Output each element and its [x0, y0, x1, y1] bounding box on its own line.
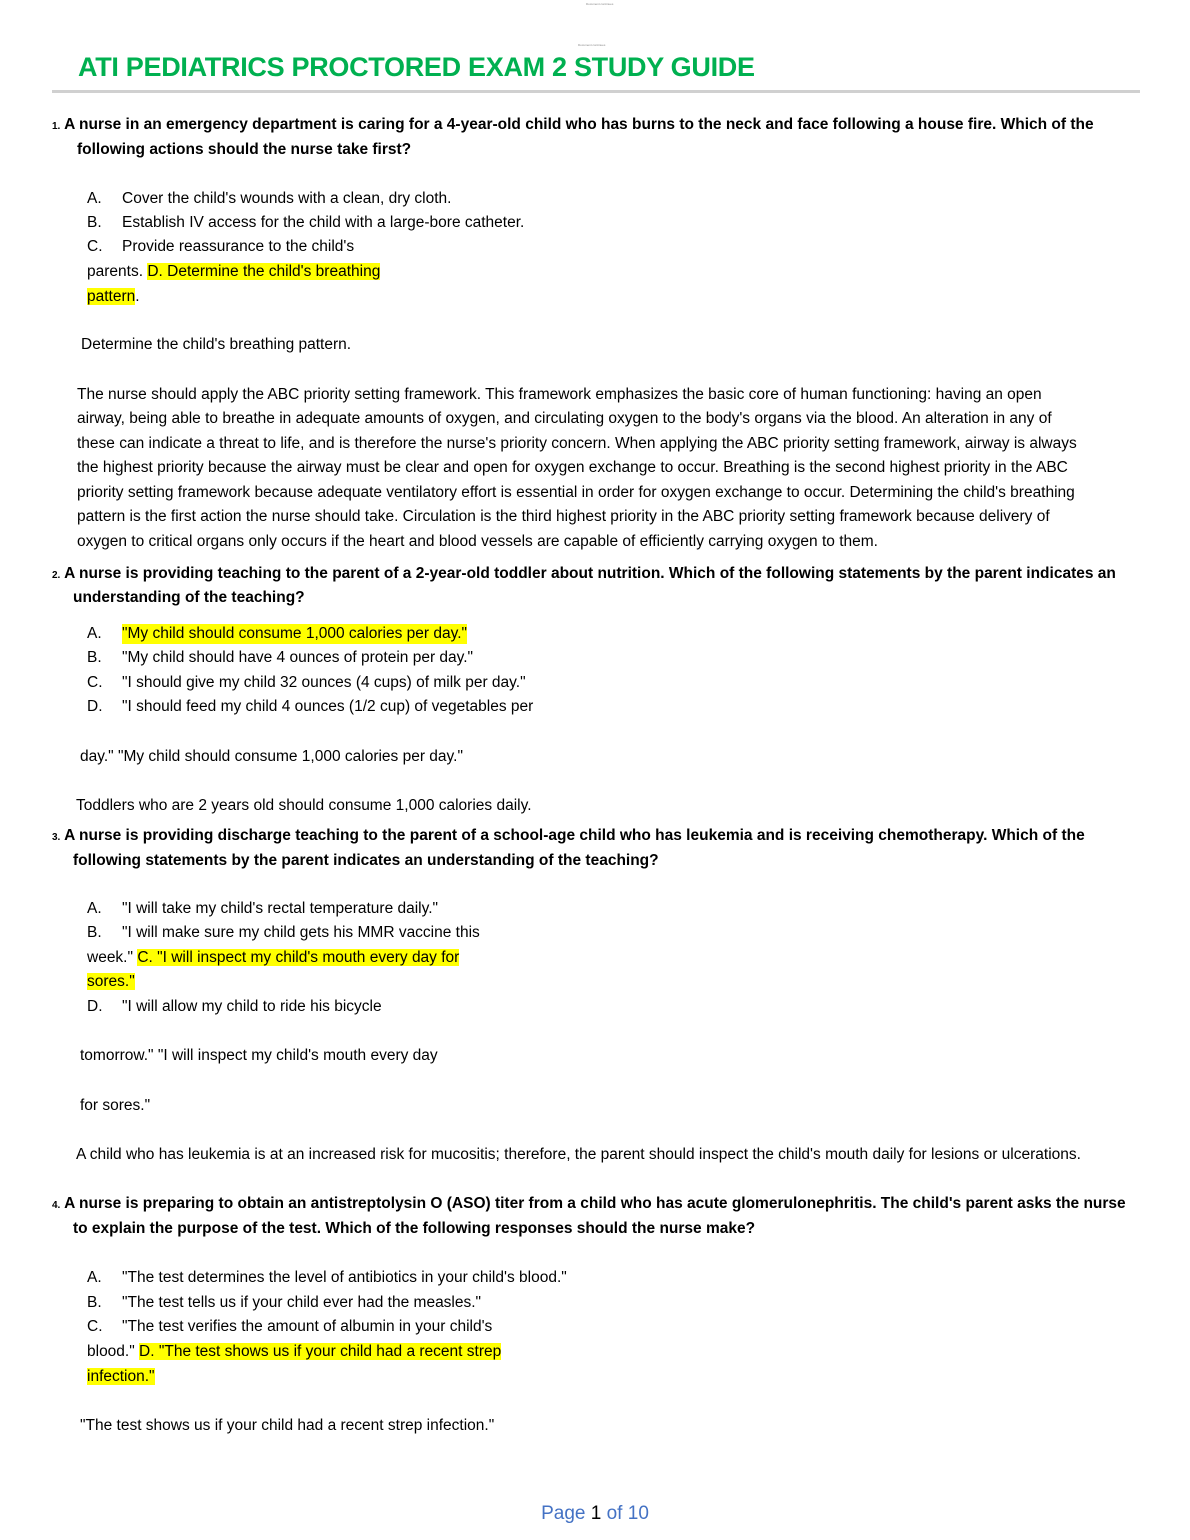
header-tiny-text-1: Document continues	[586, 2, 614, 6]
question-4-option-b: B. "The test tells us if your child ever had the measles."	[87, 1294, 482, 1311]
question-4-option-a: A. "The test determines the level of antibiotics in your child's blood."	[87, 1269, 567, 1286]
question-2-option-a: A. "My child should consume 1,000 calories per day."	[87, 625, 468, 642]
question-1-option-b: B. Establish IV access for the child with a large-bore catheter.	[87, 214, 525, 231]
question-1-correct-option-d: D. Determine the child's breathing	[147, 263, 381, 280]
question-1-rationale-line-4: the highest priority because the airway must be clear and open for oxygen exchange to occur. Breathing is the second highest priority in the ABC	[77, 459, 1068, 476]
question-1-rationale-line-1: The nurse should apply the ABC priority setting framework. This framework emphasizes the basic core of human functioning: having an open	[77, 386, 1042, 403]
question-3-option-b: B. "I will make sure my child gets his MMR vaccine this	[87, 924, 480, 941]
question-4-answer: "The test shows us if your child had a recent strep infection."	[80, 1417, 495, 1434]
question-4-option-c-continued: blood." D. "The test shows us if your child had a recent strep	[87, 1343, 502, 1360]
question-4-option-d-continued: infection."	[87, 1368, 155, 1385]
question-3-option-b-continued: week." C. "I will inspect my child's mouth every day for	[87, 949, 460, 966]
question-2-number: 2.	[52, 570, 61, 581]
question-4-stem-line-1: 4. A nurse is preparing to obtain an antistreptolysin O (ASO) titer from a child who has acute glomerulonephritis. The child's parent asks the nurse	[52, 1195, 1126, 1212]
title-divider	[52, 90, 1140, 93]
question-2-option-b: B. "My child should have 4 ounces of protein per day."	[87, 649, 474, 666]
question-2-answer: day." "My child should consume 1,000 calories per day."	[80, 748, 463, 765]
footer-page-total: 10	[627, 1503, 649, 1524]
question-3-correct-option-c: C. "I will inspect my child's mouth every day for	[137, 949, 460, 966]
question-2-stem-line-2: understanding of the teaching?	[73, 589, 305, 606]
question-1-stem-line-1: 1. A nurse in an emergency department is caring for a 4-year-old child who has burns to the neck and face following a house fire. Which of the	[52, 116, 1094, 133]
question-2-correct-option-a: "My child should consume 1,000 calories per day."	[122, 625, 468, 642]
question-3-answer-line-1: tomorrow." "I will inspect my child's mouth every day	[80, 1047, 438, 1064]
question-3-stem-line-2: following statements by the parent indicates an understanding of the teaching?	[73, 852, 659, 869]
question-3-stem-line-1: 3. A nurse is providing discharge teaching to the parent of a school-age child who has leukemia and is receiving chemotherapy. Which of the	[52, 827, 1085, 844]
page-title: ATI PEDIATRICS PROCTORED EXAM 2 STUDY GUIDE	[78, 52, 755, 82]
question-1-option-c: C. Provide reassurance to the child's	[87, 238, 355, 255]
question-3-number: 3.	[52, 832, 61, 843]
footer-page-number: 1	[590, 1503, 602, 1524]
question-3-option-c-continued: sores."	[87, 973, 135, 990]
question-3-option-d: D. "I will allow my child to ride his bicycle	[87, 998, 382, 1015]
question-4-option-c: C. "The test verifies the amount of albumin in your child's	[87, 1318, 493, 1335]
footer-of-word: of	[606, 1503, 623, 1524]
question-1-answer: Determine the child's breathing pattern.	[81, 336, 352, 353]
page-footer	[0, 1503, 1190, 1525]
question-4-number: 4.	[52, 1200, 61, 1211]
question-3-rationale: A child who has leukemia is at an increased risk for mucositis; therefore, the parent should inspect the child's mouth daily for lesions or ulcerations.	[76, 1146, 1081, 1163]
question-3-option-a: A. "I will take my child's rectal temperature daily."	[87, 900, 439, 917]
question-1-rationale-line-3: these can indicate a threat to life, and is therefore the nurse's priority concern. When applying the ABC priority setting framework, airway is always	[77, 435, 1077, 452]
question-2-option-c: C. "I should give my child 32 ounces (4 cups) of milk per day."	[87, 674, 526, 691]
question-2-rationale: Toddlers who are 2 years old should consume 1,000 calories daily.	[76, 797, 532, 814]
question-1-rationale-line-5: priority setting framework because adequate ventilatory effort is essential in order for oxygen exchange to occur. Determining the child's breathing	[77, 484, 1075, 501]
question-4-correct-option-d: D. "The test shows us if your child had a recent strep	[139, 1343, 502, 1360]
question-2-option-d: D. "I should feed my child 4 ounces (1/2 cup) of vegetables per	[87, 698, 534, 715]
question-4-stem-line-2: to explain the purpose of the test. Which of the following responses should the nurse make?	[73, 1220, 756, 1237]
question-1-number: 1.	[52, 121, 61, 132]
question-2-stem-line-1: 2. A nurse is providing teaching to the parent of a 2-year-old toddler about nutrition. Which of the following statements by the parent indicates an	[52, 565, 1116, 582]
footer-page-word: Page	[541, 1503, 586, 1524]
question-1-option-a: A. Cover the child's wounds with a clean, dry cloth.	[87, 190, 452, 207]
question-1-rationale-line-6: pattern is the first action the nurse should take. Circulation is the third highest priority in the ABC priority setting framework because delivery of	[77, 508, 1050, 525]
header-tiny-text-2: Document continues	[578, 43, 606, 47]
question-1-option-d-continued: pattern.	[87, 288, 140, 305]
question-1-option-c-continued: parents. D. Determine the child's breathing	[87, 263, 381, 280]
question-1-stem-line-2: following actions should the nurse take first?	[77, 141, 412, 158]
question-1-rationale-line-2: airway, being able to breathe in adequate amounts of oxygen, and circulating oxygen to the body's organs via the blood. An alteration in any of	[77, 410, 1052, 427]
question-1-rationale-line-7: oxygen to critical organs only occurs if the heart and blood vessels are capable of efficiently carrying oxygen to them.	[77, 533, 878, 550]
question-3-answer-line-2: for sores."	[80, 1097, 151, 1114]
